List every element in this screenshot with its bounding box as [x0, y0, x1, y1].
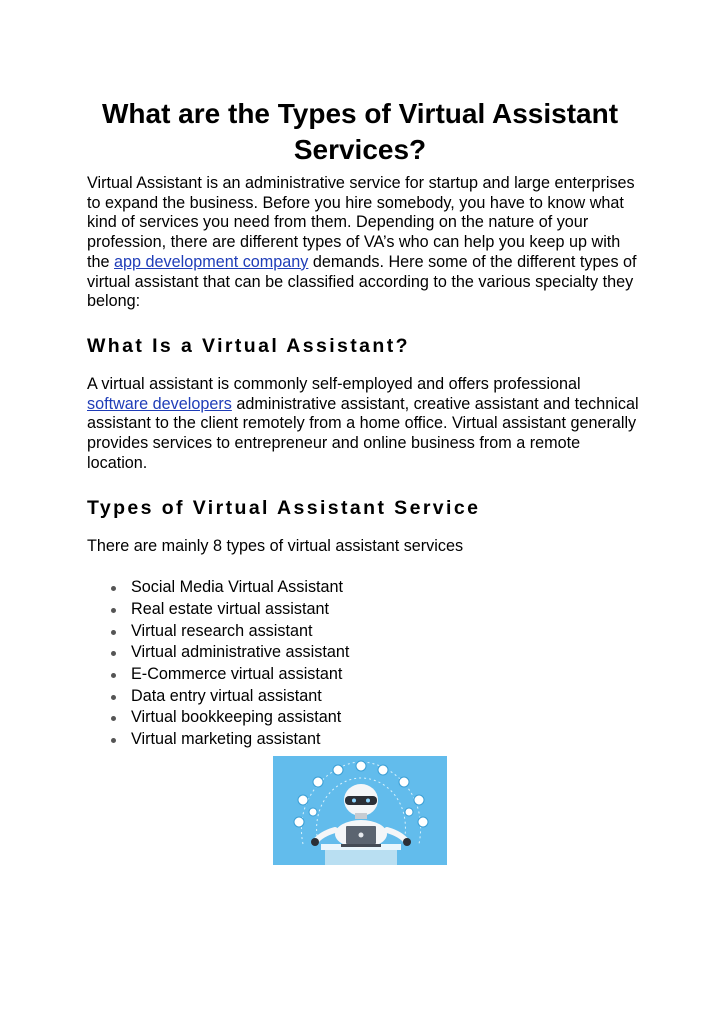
- what-is-paragraph: [87, 375, 639, 474]
- intro-paragraph: [87, 174, 639, 312]
- bullet-icon: [111, 608, 116, 613]
- bullet-icon: [111, 716, 116, 721]
- list-item: Virtual marketing assistant: [87, 729, 639, 751]
- list-item: Social Media Virtual Assistant: [87, 577, 639, 599]
- robot-illustration-svg: [273, 756, 447, 865]
- list-item: E-Commerce virtual assistant: [87, 664, 639, 686]
- types-lead-text: There are mainly 8 types of virtual assistant services: [87, 537, 464, 556]
- list-item: Data entry virtual assistant: [87, 686, 639, 708]
- bullet-icon: [111, 695, 116, 700]
- section-heading-what-is: What Is a Virtual Assistant?: [87, 334, 410, 357]
- list-item: Virtual administrative assistant: [87, 642, 639, 664]
- section-heading-types: Types of Virtual Assistant Service: [87, 497, 481, 520]
- intro-text-start: Virtual Assistant is an administrative service for startup and large enterprises to expand the business. Before you hire somebody, you have to know what kind of services you need from them. Depending on the nature of your profession, there are different types of VA’s who can help you keep up with the: [87, 174, 635, 271]
- bullet-icon: [111, 630, 116, 635]
- software-developers-link[interactable]: software developers: [87, 394, 232, 413]
- intro-text-end: demands. Here some of the different types of virtual assistant that can be classified according to the various specialty they belong:: [87, 252, 637, 311]
- robot-with-laptop-illustration: [273, 756, 447, 865]
- bullet-icon: [111, 651, 116, 656]
- bullet-icon: [111, 738, 116, 743]
- what-is-text-start: A virtual assistant is commonly self-employed and offers professional: [87, 374, 581, 393]
- list-item: Virtual bookkeeping assistant: [87, 707, 639, 729]
- app-development-company-link[interactable]: app development company: [114, 252, 309, 271]
- list-item: Real estate virtual assistant: [87, 599, 639, 621]
- bullet-icon: [111, 586, 116, 591]
- services-list: [87, 577, 639, 751]
- page-title: What are the Types of Virtual Assistant Services?: [101, 98, 619, 165]
- what-is-text-end: administrative assistant, creative assistant and technical assistant to the client remotely from a home office. Virtual assistant generally provides services to entrepreneur and online business from a remote location.: [87, 394, 639, 472]
- bullet-icon: [111, 673, 116, 678]
- list-item: Virtual research assistant: [87, 621, 639, 643]
- document-page: [87, 96, 639, 751]
